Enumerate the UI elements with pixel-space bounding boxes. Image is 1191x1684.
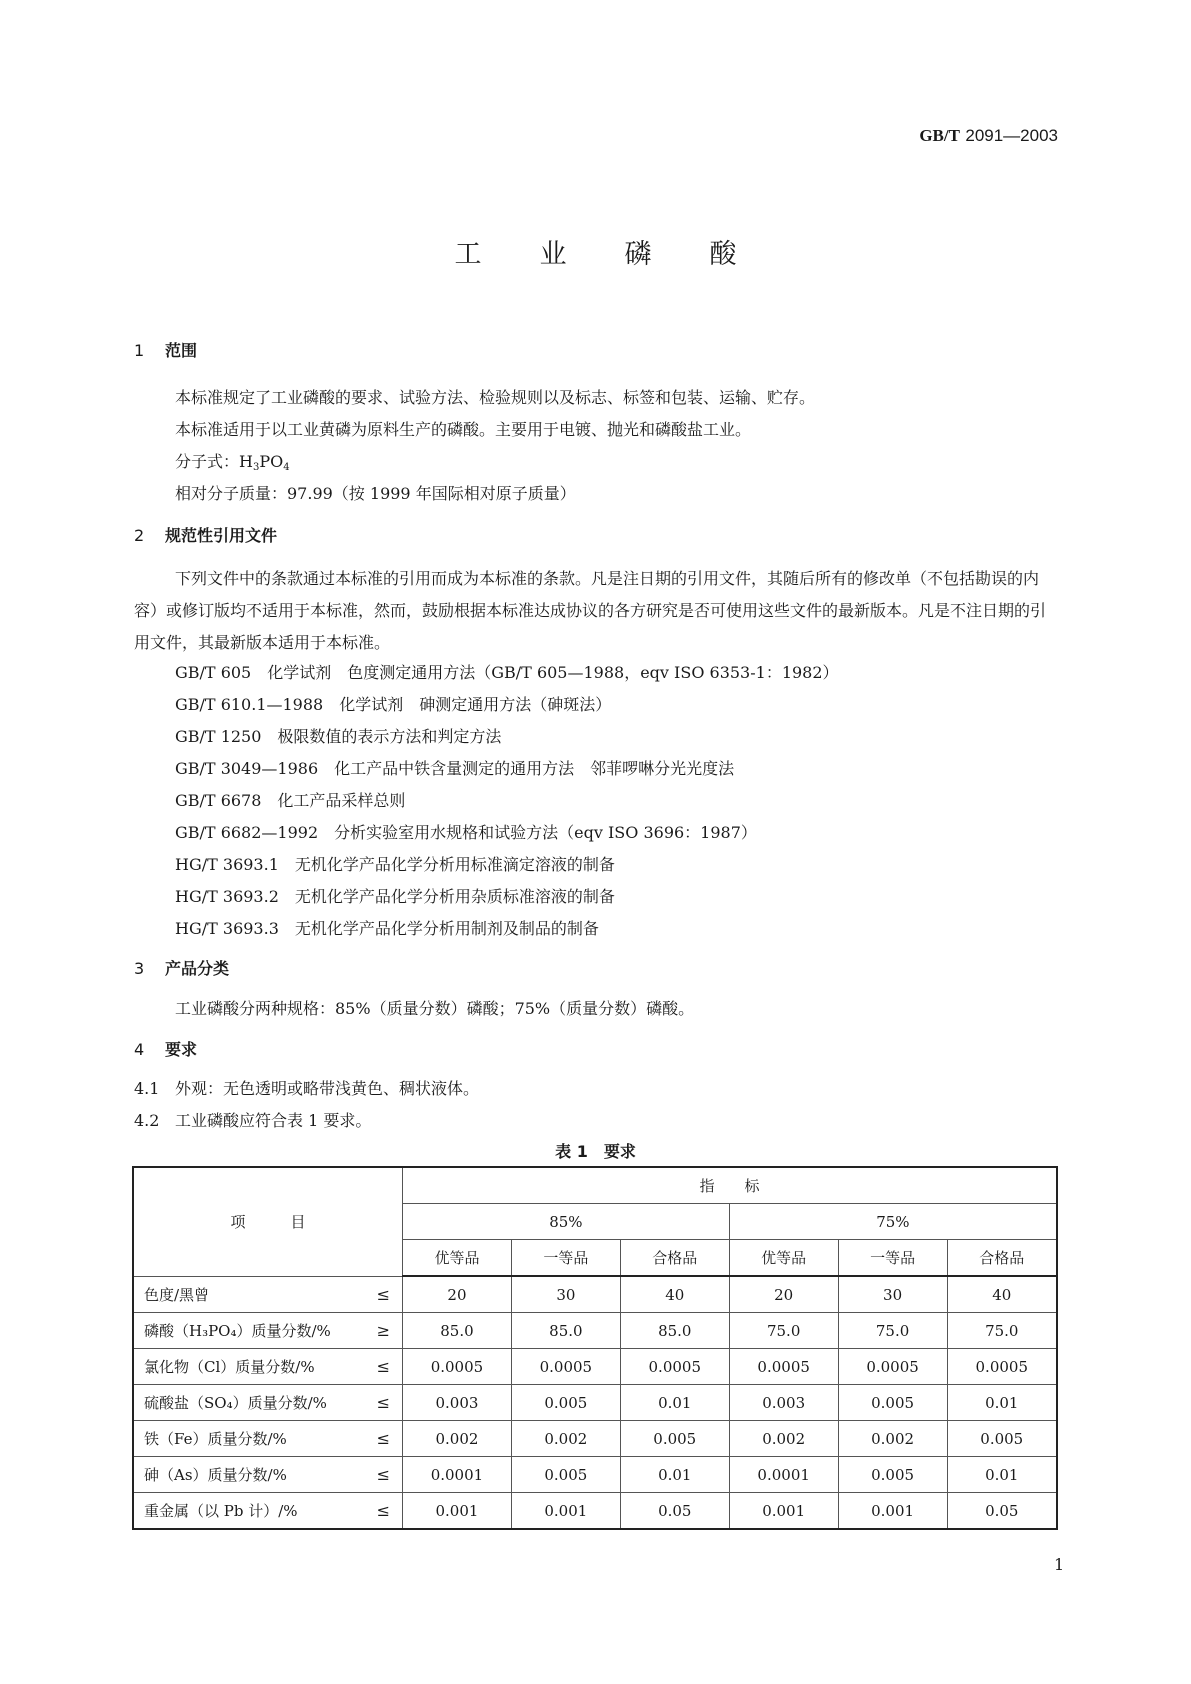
comparison-operator: ≤ (376, 1429, 390, 1448)
table-cell: 0.005 (511, 1385, 620, 1421)
section-heading-scope (134, 338, 197, 361)
reference-code: GB/T 610.1—1988 (175, 695, 324, 714)
comparison-operator: ≤ (376, 1357, 390, 1376)
molecular-mass: 相对分子质量：97.99（按 1999 年国际相对原子质量） (175, 484, 576, 503)
table-cell: 0.005 (838, 1385, 947, 1421)
reference-title: 化学试剂 色度测定通用方法（GB/T 605—1988，eqv ISO 6353-1：1982） (267, 663, 839, 682)
comparison-operator: ≤ (376, 1393, 390, 1412)
comparison-operator: ≥ (376, 1321, 390, 1340)
table-caption: 表 1 要求 (555, 1142, 636, 1161)
reference-code: HG/T 3693.1 (175, 855, 279, 874)
reference-item (175, 852, 615, 875)
reference-item (175, 692, 611, 715)
reference-item (175, 756, 734, 779)
row-label (133, 1276, 403, 1313)
table-cell: 0.0005 (729, 1349, 838, 1385)
reference-title: 无机化学产品化学分析用标准滴定溶液的制备 (294, 855, 615, 874)
clause-text: 外观：无色透明或略带浅黄色、稠状液体。 (175, 1079, 480, 1098)
clause-number: 4.1 (134, 1079, 160, 1098)
table-row (133, 1493, 1057, 1530)
standard-number (919, 126, 1058, 146)
table-cell: 75.0 (947, 1313, 1057, 1349)
reference-title: 化学试剂 砷测定通用方法（砷斑法） (339, 695, 612, 714)
grade-header: 一等品 (511, 1240, 620, 1277)
row-label (133, 1457, 403, 1493)
table-cell: 0.0005 (838, 1349, 947, 1385)
reference-code: GB/T 3049—1986 (175, 759, 319, 778)
spec-85-header: 85% (403, 1204, 730, 1240)
reference-code: GB/T 1250 (175, 727, 262, 746)
table-cell: 0.0005 (620, 1349, 729, 1385)
row-label (133, 1493, 403, 1530)
table-cell: 20 (403, 1276, 512, 1313)
reference-item (175, 820, 757, 843)
reference-item (175, 916, 599, 939)
row-label-text: 硫酸盐（SO₄）质量分数/% (144, 1394, 327, 1412)
reference-item (175, 660, 839, 683)
table-header-row (133, 1167, 1057, 1204)
table-cell: 0.01 (947, 1385, 1057, 1421)
section-heading-references (134, 523, 277, 546)
table-cell: 40 (620, 1276, 729, 1313)
reference-item (175, 884, 615, 907)
comparison-operator: ≤ (376, 1501, 390, 1520)
section-title: 规范性引用文件 (165, 526, 278, 545)
grade-header: 优等品 (403, 1240, 512, 1277)
requirement-4-2 (134, 1108, 371, 1131)
scope-paragraph-2: 本标准适用于以工业黄磷为原料生产的磷酸。主要用于电镀、抛光和磷酸盐工业。 (175, 420, 752, 439)
section-heading-requirements (134, 1037, 197, 1060)
table-row (133, 1276, 1057, 1313)
reference-item (175, 724, 501, 747)
table-cell: 0.0005 (947, 1349, 1057, 1385)
table-cell: 0.01 (620, 1385, 729, 1421)
formula-part: H (239, 452, 253, 471)
spec-75-header: 75% (729, 1204, 1057, 1240)
table-cell: 85.0 (511, 1313, 620, 1349)
reference-title: 化工产品中铁含量测定的通用方法 邻菲啰啉分光光度法 (334, 759, 735, 778)
reference-title: 分析实验室用水规格和试验方法（eqv ISO 3696：1987） (334, 823, 757, 842)
table-cell: 0.05 (947, 1493, 1057, 1530)
reference-code: GB/T 605 (175, 663, 252, 682)
requirement-4-1 (134, 1076, 479, 1099)
section-number: 4 (134, 1040, 145, 1059)
reference-code: GB/T 6678 (175, 791, 262, 810)
table-cell: 0.0005 (511, 1349, 620, 1385)
table-cell: 0.0001 (729, 1457, 838, 1493)
comparison-operator: ≤ (376, 1465, 390, 1484)
table-cell: 85.0 (403, 1313, 512, 1349)
row-label (133, 1385, 403, 1421)
table-cell: 0.003 (729, 1385, 838, 1421)
row-label-text: 铁（Fe）质量分数/% (144, 1430, 287, 1448)
row-label-text: 磷酸（H₃PO₄）质量分数/% (144, 1322, 331, 1340)
table-cell: 85.0 (620, 1313, 729, 1349)
table-cell: 0.001 (729, 1493, 838, 1530)
section-number: 3 (134, 959, 145, 978)
scope-paragraph-1: 本标准规定了工业磷酸的要求、试验方法、检验规则以及标志、标签和包装、运输、贮存。 (175, 388, 816, 407)
row-label (133, 1349, 403, 1385)
standard-code: 2091—2003 (965, 126, 1058, 145)
table-cell: 20 (729, 1276, 838, 1313)
table-row (133, 1421, 1057, 1457)
reference-code: HG/T 3693.2 (175, 887, 279, 906)
formula-subscript: 4 (283, 462, 290, 473)
table-cell: 30 (511, 1276, 620, 1313)
grade-header: 合格品 (620, 1240, 729, 1277)
reference-title: 无机化学产品化学分析用制剂及制品的制备 (294, 919, 599, 938)
section-title: 产品分类 (165, 959, 230, 978)
item-header: 项 目 (133, 1167, 403, 1276)
section-heading-classification (134, 956, 229, 979)
table-cell: 0.01 (620, 1457, 729, 1493)
table-cell: 40 (947, 1276, 1057, 1313)
table-row (133, 1385, 1057, 1421)
table-cell: 0.005 (838, 1457, 947, 1493)
table-row (133, 1349, 1057, 1385)
formula-label: 分子式： (175, 452, 240, 471)
formula-part: PO (259, 452, 284, 471)
row-label-text: 氯化物（Cl）质量分数/% (144, 1358, 315, 1376)
table-cell: 75.0 (729, 1313, 838, 1349)
row-label (133, 1313, 403, 1349)
table-row (133, 1457, 1057, 1493)
table-cell: 0.01 (947, 1457, 1057, 1493)
table-cell: 0.002 (511, 1421, 620, 1457)
formula-subscript: 3 (252, 462, 260, 473)
section-title: 要求 (165, 1040, 198, 1059)
requirements-table (132, 1166, 1058, 1530)
section-number: 2 (134, 526, 145, 545)
reference-title: 化工产品采样总则 (277, 791, 406, 810)
section-number: 1 (134, 341, 145, 360)
standard-prefix: GB/T (919, 126, 960, 145)
table-cell: 0.0001 (403, 1457, 512, 1493)
reference-code: GB/T 6682—1992 (175, 823, 319, 842)
table-cell: 75.0 (838, 1313, 947, 1349)
document-title: 工业磷酸 (454, 239, 795, 270)
table-row (133, 1313, 1057, 1349)
page-number: 1 (1054, 1555, 1065, 1574)
table-cell: 30 (838, 1276, 947, 1313)
table-cell: 0.002 (729, 1421, 838, 1457)
reference-code: HG/T 3693.3 (175, 919, 279, 938)
reference-title: 无机化学产品化学分析用杂质标准溶液的制备 (294, 887, 615, 906)
row-label-text: 砷（As）质量分数/% (144, 1466, 287, 1484)
table-cell: 0.001 (838, 1493, 947, 1530)
classification-text: 工业磷酸分两种规格：85%（质量分数）磷酸；75%（质量分数）磷酸。 (175, 999, 695, 1018)
row-label-text: 色度/黑曾 (144, 1285, 210, 1304)
table-cell: 0.0005 (403, 1349, 512, 1385)
clause-text: 工业磷酸应符合表 1 要求。 (175, 1111, 372, 1130)
reference-item (175, 788, 405, 811)
index-header: 指 标 (403, 1167, 1058, 1204)
table-cell: 0.002 (403, 1421, 512, 1457)
table-cell: 0.001 (403, 1493, 512, 1530)
section-title: 范围 (165, 341, 198, 360)
grade-header: 一等品 (838, 1240, 947, 1277)
grade-header: 合格品 (947, 1240, 1057, 1277)
table-cell: 0.005 (511, 1457, 620, 1493)
table-cell: 0.002 (838, 1421, 947, 1457)
reference-title: 极限数值的表示方法和判定方法 (277, 727, 502, 746)
grade-header: 优等品 (729, 1240, 838, 1277)
references-intro: 下列文件中的条款通过本标准的引用而成为本标准的条款。凡是注日期的引用文件，其随后所有的修改单（不包括勘误的内容）或修订版均不适用于本标准，然而，鼓励根据本标准达成协议的各方研究是否可使用这些文件的最新版本。凡是不注日期的引用文件，其最新版本适用于本标准。 (134, 569, 1047, 652)
table-cell: 0.005 (620, 1421, 729, 1457)
comparison-operator: ≤ (376, 1284, 390, 1304)
row-label (133, 1421, 403, 1457)
row-label-text: 重金属（以 Pb 计）/% (144, 1502, 298, 1520)
molecular-formula (175, 449, 290, 473)
table-cell: 0.001 (511, 1493, 620, 1530)
clause-number: 4.2 (134, 1111, 160, 1130)
table-cell: 0.05 (620, 1493, 729, 1530)
table-cell: 0.005 (947, 1421, 1057, 1457)
table-cell: 0.003 (403, 1385, 512, 1421)
